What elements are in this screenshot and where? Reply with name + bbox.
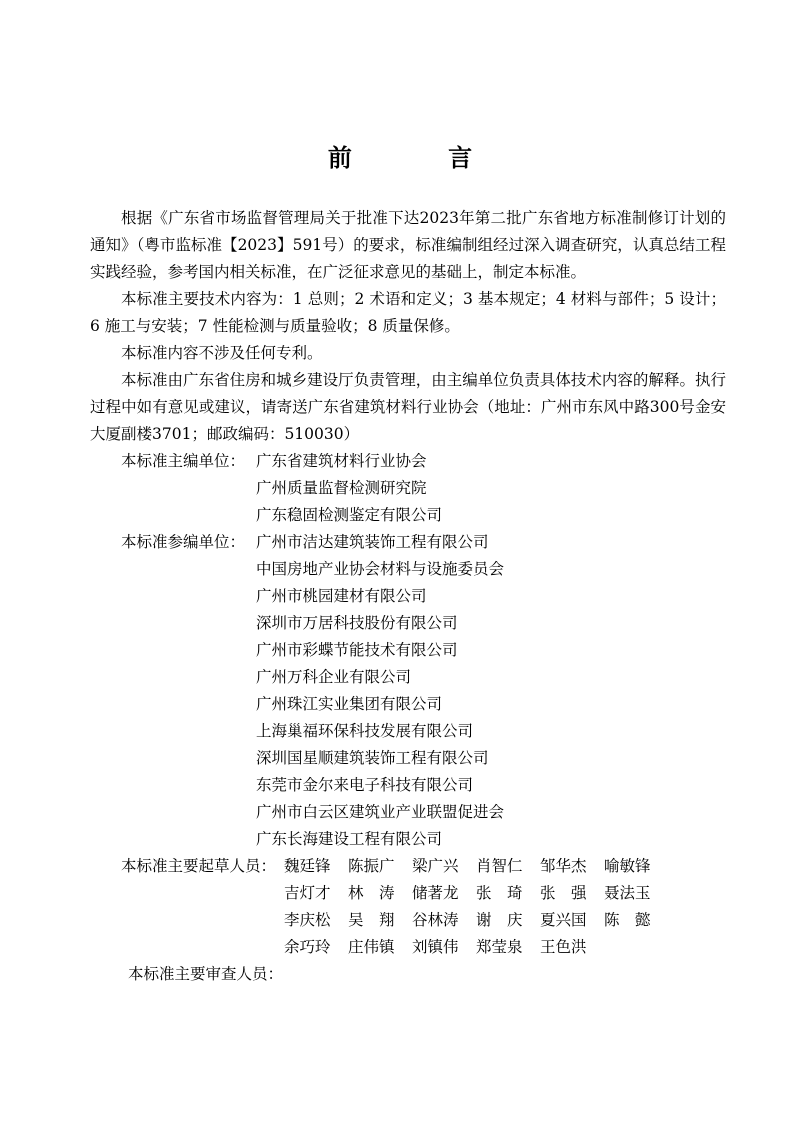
participating-unit: 广州珠江实业集团有限公司 [256, 695, 443, 713]
paragraph-basis: 根据《广东省市场监督管理局关于批准下达2023年第二批广东省地方标准制修订计划的通知》（粤市监标准【2023】591号）的要求，标准编制组经过深入调查研究，认真总结工程实践经验，参考国内相关标准，在广泛征求意见的基础上，制定本标准。 [90, 209, 726, 281]
drafter-name: 吴 翔 [348, 911, 395, 929]
drafter-name: 夏兴国 [540, 911, 587, 929]
drafters-row [284, 853, 668, 880]
participating-unit: 深圳国星顺建筑装饰工程有限公司 [256, 749, 489, 767]
drafter-name: 张 琦 [476, 884, 523, 902]
participating-unit: 广州万科企业有限公司 [256, 668, 412, 686]
drafter-name: 郑莹泉 [476, 938, 523, 956]
participating-unit: 广州市桃园建材有限公司 [256, 587, 427, 605]
chief-editor-unit: 广东省建筑材料行业协会 [256, 452, 427, 470]
participating-unit: 广东长海建设工程有限公司 [256, 830, 443, 848]
drafter-name: 陈振广 [348, 857, 395, 875]
drafter-name: 林 涛 [348, 884, 395, 902]
chief-editor-unit: 广东稳固检测鉴定有限公司 [256, 506, 443, 524]
participating-unit: 深圳市万居科技股份有限公司 [256, 614, 458, 632]
drafter-name: 邹华杰 [540, 857, 587, 875]
drafter-name: 张 强 [540, 884, 587, 902]
drafter-name: 陈 懿 [604, 911, 651, 929]
participating-label: 本标准参编单位： [121, 533, 246, 551]
drafter-name: 魏廷锋 [284, 857, 331, 875]
drafter-name: 喻敏锋 [604, 857, 651, 875]
drafter-name: 吉灯才 [284, 884, 331, 902]
chief-editor-label: 本标准主编单位： [121, 452, 246, 470]
drafter-name: 梁广兴 [412, 857, 459, 875]
drafter-name: 储著龙 [412, 884, 459, 902]
drafter-name: 肖智仁 [476, 857, 523, 875]
paragraph-management: 本标准由广东省住房和城乡建设厅负责管理，由主编单位负责具体技术内容的解释。执行过程中如有意见或建议，请寄送广东省建筑材料行业协会（地址：广州市东风中路300号金安大厦副楼3701；邮政编码：510030） [90, 371, 726, 443]
paragraph-patent: 本标准内容不涉及任何专利。 [121, 344, 323, 362]
drafters-label: 本标准主要起草人员： [121, 857, 277, 875]
drafters-row [284, 934, 604, 961]
drafter-name: 余巧玲 [284, 938, 331, 956]
drafters-row [284, 907, 668, 934]
participating-unit: 东莞市金尔来电子科技有限公司 [256, 776, 474, 794]
drafter-name: 庄伟镇 [348, 938, 395, 956]
chief-editor-unit: 广州质量监督检测研究院 [256, 479, 427, 497]
participating-unit: 广州市彩蝶节能技术有限公司 [256, 641, 458, 659]
drafter-name: 刘镇伟 [412, 938, 459, 956]
paragraph-content: 本标准主要技术内容为：1 总则；2 术语和定义；3 基本规定；4 材料与部件；5 设计；6 施工与安装；7 性能检测与质量验收；8 质量保修。 [90, 290, 726, 335]
drafter-name: 王色洪 [540, 938, 587, 956]
page-title: 前 言 [327, 143, 517, 172]
participating-unit: 中国房地产业协会材料与设施委员会 [256, 560, 505, 578]
drafter-name: 谷林涛 [412, 911, 459, 929]
drafters-row [284, 880, 668, 907]
participating-unit: 上海巢福环保科技发展有限公司 [256, 722, 474, 740]
drafter-name: 聂法玉 [604, 884, 651, 902]
drafter-name: 谢 庆 [476, 911, 523, 929]
drafter-name: 李庆松 [284, 911, 331, 929]
participating-unit: 广州市白云区建筑业产业联盟促进会 [256, 803, 505, 821]
participating-unit: 广州市洁达建筑装饰工程有限公司 [256, 533, 489, 551]
reviewers-label: 本标准主要审查人员： [128, 965, 284, 983]
